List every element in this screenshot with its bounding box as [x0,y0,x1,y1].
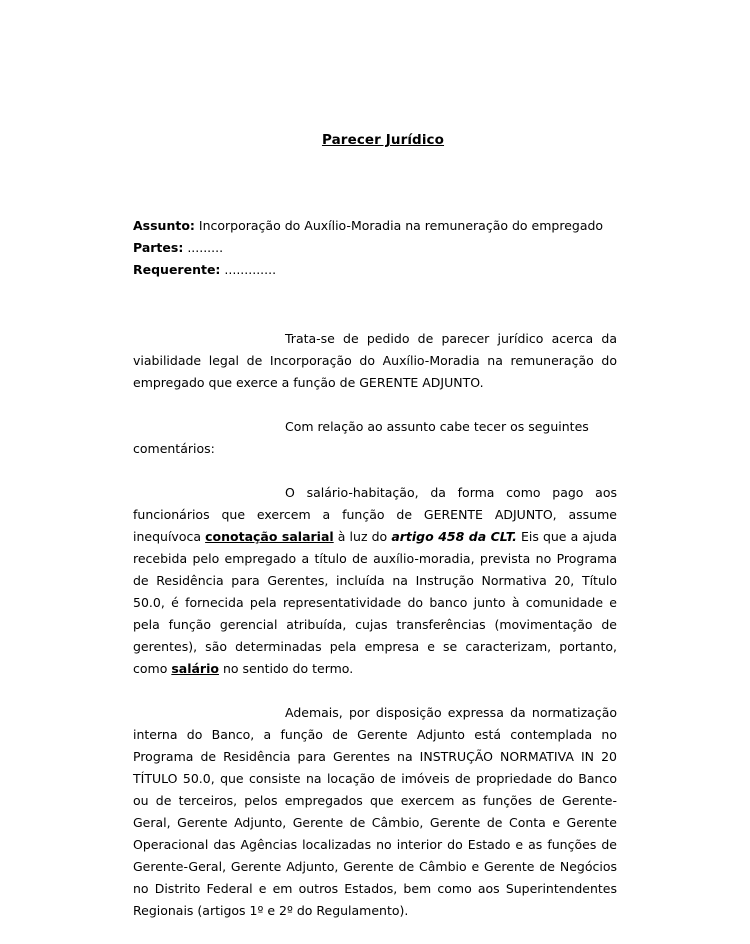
document-meta [133,215,623,281]
paragraph-salario-habitacao [133,482,617,680]
assunto-label: Assunto: [133,218,195,233]
p3-text-1: O salário-habitação, da forma como pago aos funcionários que exercem a função de GERENTE ADJUNTO, assume inequívoca [133,485,617,544]
salario-emphasis: salário [171,661,219,676]
p3-text-2: à luz do [333,529,392,544]
paragraph-ademais: Ademais, por disposição expressa da normatização interna do Banco, a função de Gerente Adjunto está contemplada no Programa de Residência para Gerentes na INSTRUÇÃO NORMATIVA IN 20 TÍTULO 50.0, que consiste na locação de imóveis de propriedade do Banco ou de terceiros, pelos empregados que exercem as funções de Gerente-Geral, Gerente Adjunto, Gerente de Câmbio, Gerente de Conta e Gerente Operacional das Agências localizadas no interior do Estado e as funções de Gerente-Geral, Gerente Adjunto, Gerente de Câmbio e Gerente de Negócios no Distrito Federal e em outros Estados, bem como aos Superintendentes Regionais (artigos 1º e 2º do Regulamento). [133,705,617,918]
paragraph-comments-intro: Com relação ao assunto cabe tecer os seguintes comentários: [133,419,589,456]
requerente-label: Requerente: [133,262,221,277]
artigo-458-clt-reference: artigo 458 da CLT. [391,529,517,544]
partes-label: Partes: [133,240,184,255]
p3-text-3: Eis que a ajuda recebida pelo empregado a título de auxílio-moradia, prevista no Programa de Residência para Gerentes, incluída na Instrução Normativa 20, Título 50.0, é fornecida pela representatividade do banco junto à comunidade e pela função gerencial atribuída, cujas transferências (movimentação de gerentes), são determinadas pela empresa e se caracterizam, portanto, como [133,529,618,676]
assunto-value: Incorporação do Auxílio-Moradia na remuneração do empregado [198,218,604,233]
conotacao-salarial-emphasis: conotação salarial [205,529,334,544]
requerente-value: ............. [224,262,277,277]
document-title: Parecer Jurídico [321,132,445,148]
partes-value: ......... [187,240,224,255]
requerente-row [133,259,623,281]
partes-row [133,237,623,259]
paragraph-intro: Trata-se de pedido de parecer jurídico acerca da viabilidade legal de Incorporação do Auxílio-Moradia na remuneração do empregado que exerce a função de GERENTE ADJUNTO. [133,331,617,390]
p3-text-4: no sentido do termo. [218,661,354,676]
assunto-row [133,215,623,237]
document-body [133,328,617,944]
